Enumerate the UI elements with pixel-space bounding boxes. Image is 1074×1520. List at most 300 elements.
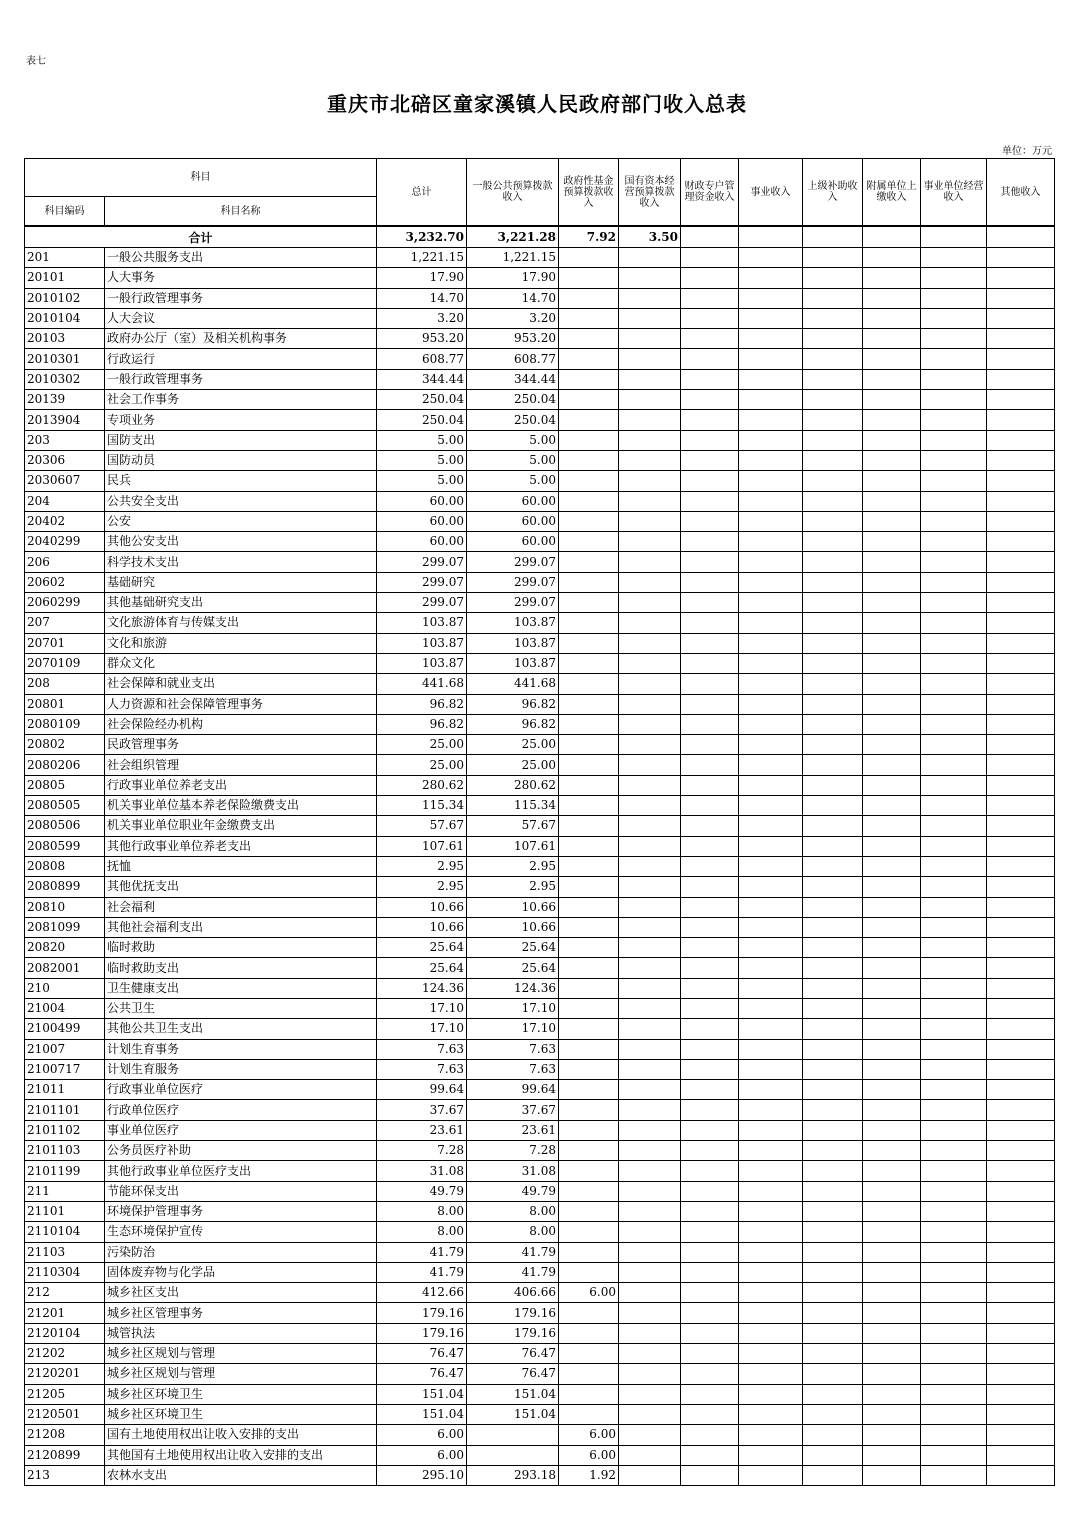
header-operating: 事业单位经营收入 <box>921 159 987 227</box>
row-business <box>739 1425 803 1445</box>
row-special-fund <box>681 1120 739 1140</box>
table-label: 表七 <box>26 56 46 67</box>
row-gov-fund <box>559 998 619 1018</box>
row-business <box>739 329 803 349</box>
row-total: 37.67 <box>377 1100 467 1120</box>
row-total: 103.87 <box>377 613 467 633</box>
row-special-fund <box>681 511 739 531</box>
row-total: 60.00 <box>377 511 467 531</box>
row-name: 城乡社区环境卫生 <box>105 1384 377 1404</box>
row-name: 农林水支出 <box>105 1465 377 1485</box>
row-code: 2060299 <box>25 593 105 613</box>
row-special-fund <box>681 1262 739 1282</box>
row-other <box>987 1384 1055 1404</box>
row-special-fund <box>681 329 739 349</box>
row-gov-fund <box>559 755 619 775</box>
row-gov-fund <box>559 674 619 694</box>
row-subsidy <box>803 998 863 1018</box>
row-general: 96.82 <box>467 714 559 734</box>
row-state-capital <box>619 1141 681 1161</box>
row-subsidy <box>803 1262 863 1282</box>
row-other <box>987 714 1055 734</box>
row-subsidy <box>803 816 863 836</box>
row-special-fund <box>681 410 739 430</box>
row-state-capital <box>619 633 681 653</box>
row-general: 17.10 <box>467 1019 559 1039</box>
row-general: 2.95 <box>467 877 559 897</box>
row-gov-fund: 1.92 <box>559 1465 619 1485</box>
row-general: 25.64 <box>467 938 559 958</box>
row-gov-fund <box>559 1364 619 1384</box>
row-state-capital <box>619 1222 681 1242</box>
row-affiliated <box>863 329 921 349</box>
row-general: 25.00 <box>467 755 559 775</box>
row-affiliated <box>863 390 921 410</box>
table-row <box>25 349 1055 369</box>
row-total: 7.63 <box>377 1059 467 1079</box>
table-row <box>25 1465 1055 1485</box>
row-operating <box>921 653 987 673</box>
row-code: 20402 <box>25 511 105 531</box>
row-code: 21208 <box>25 1425 105 1445</box>
row-name: 生态环境保护宣传 <box>105 1222 377 1242</box>
row-subsidy <box>803 1039 863 1059</box>
row-business <box>739 877 803 897</box>
row-gov-fund <box>559 593 619 613</box>
row-total: 344.44 <box>377 369 467 389</box>
row-gov-fund <box>559 1080 619 1100</box>
row-name: 城乡社区环境卫生 <box>105 1404 377 1424</box>
row-operating <box>921 613 987 633</box>
row-affiliated <box>863 714 921 734</box>
header-subject: 科目 <box>25 159 377 197</box>
row-general: 124.36 <box>467 978 559 998</box>
table-row <box>25 714 1055 734</box>
row-name: 人大事务 <box>105 268 377 288</box>
row-state-capital <box>619 694 681 714</box>
row-affiliated <box>863 917 921 937</box>
row-total: 31.08 <box>377 1161 467 1181</box>
table-row <box>25 572 1055 592</box>
row-total: 60.00 <box>377 532 467 552</box>
row-affiliated <box>863 958 921 978</box>
row-code: 2080899 <box>25 877 105 897</box>
row-operating <box>921 1465 987 1485</box>
row-other <box>987 1222 1055 1242</box>
row-operating <box>921 1120 987 1140</box>
row-other <box>987 593 1055 613</box>
row-other <box>987 329 1055 349</box>
row-code: 21205 <box>25 1384 105 1404</box>
row-affiliated <box>863 775 921 795</box>
row-name: 专项业务 <box>105 410 377 430</box>
row-name: 其他公安支出 <box>105 532 377 552</box>
table-row <box>25 877 1055 897</box>
row-gov-fund <box>559 471 619 491</box>
row-name: 文化和旅游 <box>105 633 377 653</box>
row-name: 基础研究 <box>105 572 377 592</box>
row-state-capital <box>619 532 681 552</box>
row-operating <box>921 1445 987 1465</box>
row-business <box>739 938 803 958</box>
row-general: 299.07 <box>467 593 559 613</box>
row-affiliated <box>863 1445 921 1465</box>
row-affiliated <box>863 1404 921 1424</box>
table-row <box>25 653 1055 673</box>
row-name: 社会保险经办机构 <box>105 714 377 734</box>
row-general: 103.87 <box>467 653 559 673</box>
row-operating <box>921 1201 987 1221</box>
row-special-fund <box>681 349 739 369</box>
row-name: 公共安全支出 <box>105 491 377 511</box>
row-subsidy <box>803 836 863 856</box>
row-subsidy <box>803 613 863 633</box>
row-operating <box>921 978 987 998</box>
row-special-fund <box>681 450 739 470</box>
table-row <box>25 1445 1055 1465</box>
row-gov-fund <box>559 308 619 328</box>
table-row <box>25 1100 1055 1120</box>
table-row <box>25 836 1055 856</box>
row-operating <box>921 511 987 531</box>
row-state-capital <box>619 1019 681 1039</box>
row-affiliated <box>863 856 921 876</box>
row-gov-fund <box>559 796 619 816</box>
row-affiliated <box>863 674 921 694</box>
header-state-capital: 国有资本经营预算拨款收入 <box>619 159 681 227</box>
row-gov-fund <box>559 633 619 653</box>
row-operating <box>921 714 987 734</box>
row-other <box>987 796 1055 816</box>
row-gov-fund <box>559 1344 619 1364</box>
row-total: 103.87 <box>377 653 467 673</box>
row-total: 10.66 <box>377 917 467 937</box>
row-other <box>987 978 1055 998</box>
table-row <box>25 1222 1055 1242</box>
row-name: 事业单位医疗 <box>105 1120 377 1140</box>
row-operating <box>921 1404 987 1424</box>
row-name: 临时救助支出 <box>105 958 377 978</box>
row-gov-fund <box>559 1120 619 1140</box>
row-affiliated <box>863 1384 921 1404</box>
row-operating <box>921 552 987 572</box>
row-gov-fund <box>559 735 619 755</box>
table-row <box>25 1201 1055 1221</box>
row-business <box>739 1181 803 1201</box>
row-code: 20810 <box>25 897 105 917</box>
table-row <box>25 998 1055 1018</box>
table-row <box>25 674 1055 694</box>
row-operating <box>921 1425 987 1445</box>
row-other <box>987 917 1055 937</box>
row-business <box>739 917 803 937</box>
row-operating <box>921 349 987 369</box>
row-total: 25.64 <box>377 958 467 978</box>
row-operating <box>921 1344 987 1364</box>
row-state-capital <box>619 410 681 430</box>
row-subsidy <box>803 1222 863 1242</box>
row-special-fund <box>681 694 739 714</box>
row-business <box>739 653 803 673</box>
row-total: 25.00 <box>377 735 467 755</box>
row-special-fund <box>681 978 739 998</box>
total-affiliated <box>863 226 921 248</box>
row-subsidy <box>803 714 863 734</box>
row-other <box>987 1465 1055 1485</box>
row-general: 115.34 <box>467 796 559 816</box>
row-other <box>987 349 1055 369</box>
row-state-capital <box>619 958 681 978</box>
row-name: 民兵 <box>105 471 377 491</box>
row-operating <box>921 1161 987 1181</box>
row-code: 2101103 <box>25 1141 105 1161</box>
row-general: 151.04 <box>467 1384 559 1404</box>
row-subsidy <box>803 978 863 998</box>
row-general: 5.00 <box>467 430 559 450</box>
row-total: 280.62 <box>377 775 467 795</box>
row-state-capital <box>619 552 681 572</box>
row-general: 608.77 <box>467 349 559 369</box>
header-special-fund: 财政专户管理资金收入 <box>681 159 739 227</box>
row-operating <box>921 450 987 470</box>
row-operating <box>921 938 987 958</box>
row-state-capital <box>619 897 681 917</box>
table-row <box>25 978 1055 998</box>
row-name: 群众文化 <box>105 653 377 673</box>
row-total: 96.82 <box>377 714 467 734</box>
row-other <box>987 491 1055 511</box>
row-other <box>987 248 1055 268</box>
row-special-fund <box>681 390 739 410</box>
row-general: 2.95 <box>467 856 559 876</box>
row-special-fund <box>681 816 739 836</box>
row-business <box>739 958 803 978</box>
row-total: 57.67 <box>377 816 467 836</box>
row-total: 76.47 <box>377 1344 467 1364</box>
table-row <box>25 1384 1055 1404</box>
row-business <box>739 694 803 714</box>
row-name: 行政单位医疗 <box>105 1100 377 1120</box>
row-operating <box>921 694 987 714</box>
row-other <box>987 755 1055 775</box>
row-state-capital <box>619 674 681 694</box>
row-name: 民政管理事务 <box>105 735 377 755</box>
row-total: 299.07 <box>377 593 467 613</box>
row-gov-fund <box>559 897 619 917</box>
row-subsidy <box>803 1344 863 1364</box>
row-gov-fund <box>559 450 619 470</box>
row-state-capital <box>619 1465 681 1485</box>
row-gov-fund <box>559 288 619 308</box>
row-state-capital <box>619 593 681 613</box>
row-operating <box>921 755 987 775</box>
table-row <box>25 552 1055 572</box>
row-special-fund <box>681 1465 739 1485</box>
row-operating <box>921 775 987 795</box>
row-code: 2070109 <box>25 653 105 673</box>
row-state-capital <box>619 877 681 897</box>
table-row <box>25 938 1055 958</box>
table-row <box>25 410 1055 430</box>
header-row-1 <box>25 159 1055 197</box>
row-operating <box>921 390 987 410</box>
row-special-fund <box>681 268 739 288</box>
row-operating <box>921 897 987 917</box>
row-affiliated <box>863 1283 921 1303</box>
row-operating <box>921 1323 987 1343</box>
row-general: 41.79 <box>467 1262 559 1282</box>
row-business <box>739 775 803 795</box>
row-other <box>987 1100 1055 1120</box>
row-business <box>739 1141 803 1161</box>
row-special-fund <box>681 1222 739 1242</box>
row-state-capital <box>619 1303 681 1323</box>
row-gov-fund <box>559 714 619 734</box>
row-operating <box>921 430 987 450</box>
row-operating <box>921 674 987 694</box>
table-row <box>25 1404 1055 1424</box>
row-general: 179.16 <box>467 1303 559 1323</box>
row-subsidy <box>803 471 863 491</box>
row-operating <box>921 1019 987 1039</box>
row-total: 2.95 <box>377 856 467 876</box>
row-code: 2120899 <box>25 1445 105 1465</box>
row-affiliated <box>863 511 921 531</box>
row-state-capital <box>619 755 681 775</box>
table-row <box>25 1344 1055 1364</box>
header-subsidy: 上级补助收入 <box>803 159 863 227</box>
row-general: 10.66 <box>467 917 559 937</box>
row-special-fund <box>681 755 739 775</box>
row-name: 其他社会福利支出 <box>105 917 377 937</box>
row-total: 441.68 <box>377 674 467 694</box>
row-total: 299.07 <box>377 552 467 572</box>
row-state-capital <box>619 816 681 836</box>
row-total: 6.00 <box>377 1445 467 1465</box>
row-other <box>987 653 1055 673</box>
row-affiliated <box>863 1465 921 1485</box>
row-special-fund <box>681 714 739 734</box>
row-name: 科学技术支出 <box>105 552 377 572</box>
row-state-capital <box>619 613 681 633</box>
row-special-fund <box>681 491 739 511</box>
row-affiliated <box>863 836 921 856</box>
row-affiliated <box>863 1344 921 1364</box>
row-operating <box>921 1059 987 1079</box>
row-state-capital <box>619 1283 681 1303</box>
row-affiliated <box>863 552 921 572</box>
row-business <box>739 1080 803 1100</box>
row-gov-fund <box>559 1384 619 1404</box>
row-gov-fund <box>559 1161 619 1181</box>
row-subsidy <box>803 1425 863 1445</box>
row-code: 20306 <box>25 450 105 470</box>
row-code: 20805 <box>25 775 105 795</box>
row-other <box>987 694 1055 714</box>
row-state-capital <box>619 288 681 308</box>
header-other: 其他收入 <box>987 159 1055 227</box>
row-general: 250.04 <box>467 390 559 410</box>
row-total: 1,221.15 <box>377 248 467 268</box>
row-special-fund <box>681 653 739 673</box>
row-subsidy <box>803 1059 863 1079</box>
row-state-capital <box>619 1181 681 1201</box>
row-code: 21201 <box>25 1303 105 1323</box>
table-row <box>25 1120 1055 1140</box>
row-special-fund <box>681 1445 739 1465</box>
row-total: 60.00 <box>377 491 467 511</box>
row-other <box>987 998 1055 1018</box>
row-subsidy <box>803 877 863 897</box>
row-affiliated <box>863 410 921 430</box>
row-affiliated <box>863 938 921 958</box>
row-other <box>987 450 1055 470</box>
row-total: 41.79 <box>377 1242 467 1262</box>
row-special-fund <box>681 856 739 876</box>
row-general: 60.00 <box>467 532 559 552</box>
row-state-capital <box>619 998 681 1018</box>
row-state-capital <box>619 349 681 369</box>
table-row <box>25 471 1055 491</box>
row-subsidy <box>803 593 863 613</box>
row-gov-fund <box>559 1242 619 1262</box>
row-business <box>739 674 803 694</box>
row-gov-fund <box>559 1059 619 1079</box>
row-special-fund <box>681 917 739 937</box>
table-row <box>25 1425 1055 1445</box>
row-special-fund <box>681 1100 739 1120</box>
row-special-fund <box>681 735 739 755</box>
table-row <box>25 1059 1055 1079</box>
row-subsidy <box>803 1181 863 1201</box>
row-subsidy <box>803 653 863 673</box>
row-gov-fund <box>559 1323 619 1343</box>
row-other <box>987 1425 1055 1445</box>
row-business <box>739 1222 803 1242</box>
row-general: 250.04 <box>467 410 559 430</box>
row-state-capital <box>619 511 681 531</box>
row-business <box>739 1283 803 1303</box>
row-name: 社会保障和就业支出 <box>105 674 377 694</box>
total-operating <box>921 226 987 248</box>
row-gov-fund <box>559 248 619 268</box>
row-business <box>739 1019 803 1039</box>
row-affiliated <box>863 1222 921 1242</box>
row-state-capital <box>619 329 681 349</box>
row-general: 280.62 <box>467 775 559 795</box>
row-code: 21004 <box>25 998 105 1018</box>
row-code: 2101102 <box>25 1120 105 1140</box>
row-business <box>739 1100 803 1120</box>
row-general: 299.07 <box>467 552 559 572</box>
row-total: 179.16 <box>377 1303 467 1323</box>
row-operating <box>921 1222 987 1242</box>
row-other <box>987 856 1055 876</box>
row-general: 17.90 <box>467 268 559 288</box>
row-general: 441.68 <box>467 674 559 694</box>
row-affiliated <box>863 978 921 998</box>
row-other <box>987 532 1055 552</box>
table-row <box>25 1303 1055 1323</box>
row-gov-fund: 6.00 <box>559 1425 619 1445</box>
row-special-fund <box>681 1161 739 1181</box>
row-subsidy <box>803 1161 863 1181</box>
row-name: 固体废弃物与化学品 <box>105 1262 377 1282</box>
row-total: 6.00 <box>377 1425 467 1445</box>
row-name: 国防支出 <box>105 430 377 450</box>
row-general: 7.63 <box>467 1039 559 1059</box>
row-operating <box>921 329 987 349</box>
